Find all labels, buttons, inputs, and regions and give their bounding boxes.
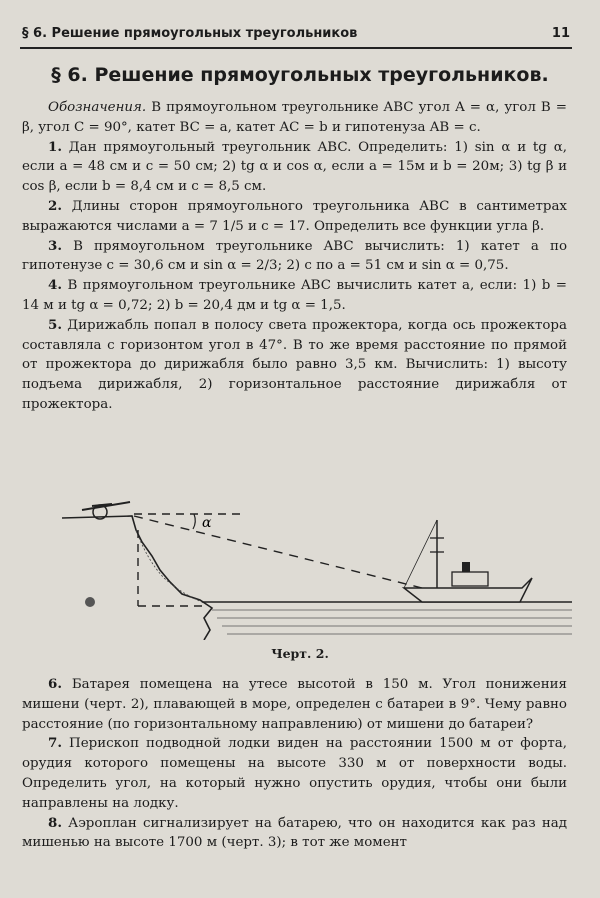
problem-2	[22, 197, 567, 237]
ship-funnel	[462, 562, 470, 572]
ship-cabin	[452, 572, 488, 586]
problem-number: 8.	[48, 814, 62, 831]
problem-3	[22, 237, 567, 277]
problem-6	[22, 675, 567, 734]
problem-text: Аэроплан сигнализирует на батарею, что он находится как раз над мишенью на высоте 1700 м (черт. 3); в тот же момент	[22, 815, 568, 851]
line-of-sight	[134, 516, 422, 588]
problem-text: В прямоугольном треугольнике ABC вычислить: 1) катет a по гипотенузе c = 30,6 см и sin α = 2/3; 2) c по a = 51 см и sin α = 0,75.	[22, 238, 567, 274]
problem-text: Перископ подводной лодки виден на расстоянии 1500 м от форта, орудия которого помещены на высоте 330 м от поверхности воды. Определить угол, на который нужно опустить орудия, чтобы они были направлены на лодку.	[22, 736, 567, 811]
body-text-lower	[22, 675, 567, 853]
figure-drawing-2	[52, 490, 572, 640]
problem-text: В прямоугольном треугольнике ABC вычислить катет a, если: 1) b = 14 м и tg α = 0,72; 2) b = 20,4 дм и tg α = 1,5.	[22, 278, 567, 313]
problem-8	[22, 814, 567, 854]
target-buoy	[85, 597, 95, 607]
problem-number: 2.	[48, 197, 62, 214]
problem-number: 4.	[48, 277, 62, 294]
cliff-outline	[62, 516, 212, 640]
header-rule	[20, 47, 572, 49]
problem-number: 5.	[48, 316, 62, 333]
problem-number: 6.	[48, 676, 62, 692]
ship-rigging	[404, 520, 437, 588]
problem-5	[22, 316, 567, 415]
problem-1	[22, 138, 567, 197]
problem-text: Длины сторон прямоугольного треугольника ABC в сантиметрах выражаются числами a = 7 1/5 и c = 17. Определить все функции угла β.	[22, 198, 567, 234]
notation-paragraph	[22, 98, 567, 138]
problem-number: 7.	[48, 735, 62, 752]
cliff-shading	[136, 530, 202, 602]
figure-caption: Черт. 2.	[271, 646, 329, 661]
page-number: 11	[551, 26, 570, 41]
running-head-title: § 6. Решение прямоугольных треугольников	[22, 26, 358, 41]
notation-text: В прямоугольном треугольнике ABC угол A = α, угол B = β, угол C = 90°, катет BC = a, катет AC = b и гипотенуза AB = c.	[22, 100, 567, 135]
angle-arc	[193, 514, 195, 529]
problem-number: 1.	[48, 138, 62, 155]
body-text-upper	[22, 98, 567, 415]
problem-7	[22, 734, 567, 813]
ship-hull	[404, 578, 532, 602]
problem-4	[22, 276, 567, 316]
problem-text: Дирижабль попал в полосу света прожектора, когда ось прожектора составляла с горизонтом угол в 47°. В то же время расстояние по прямой от прожектора до дирижабля было равно 3,5 км. Вычислить: 1) высоту подъема дирижабля, 2) горизонтальное расстояние дирижабля от прожектора.	[22, 317, 567, 412]
running-head	[22, 26, 570, 41]
problem-number: 3.	[48, 237, 62, 254]
angle-label: α	[202, 515, 212, 531]
problem-text: Батарея помещена на утесе высотой в 150 м. Угол понижения мишени (черт. 2), плавающей в море, определен с батареи в 9°. Чему равно расстояние (по горизонтальному направлению) от мишени до батареи?	[22, 677, 567, 732]
section-title: § 6. Решение прямоугольных треугольников.	[51, 64, 549, 86]
notation-label: Обозначения.	[48, 100, 147, 115]
problem-text: Дан прямоугольный треугольник ABC. Определить: 1) sin α и tg α, если a = 48 см и c = 50 см; 2) tg α и cos α, если a = 15м и b = 20м; 3) tg β и cos β, если b = 8,4 см и c = 8,5 см.	[22, 139, 567, 195]
